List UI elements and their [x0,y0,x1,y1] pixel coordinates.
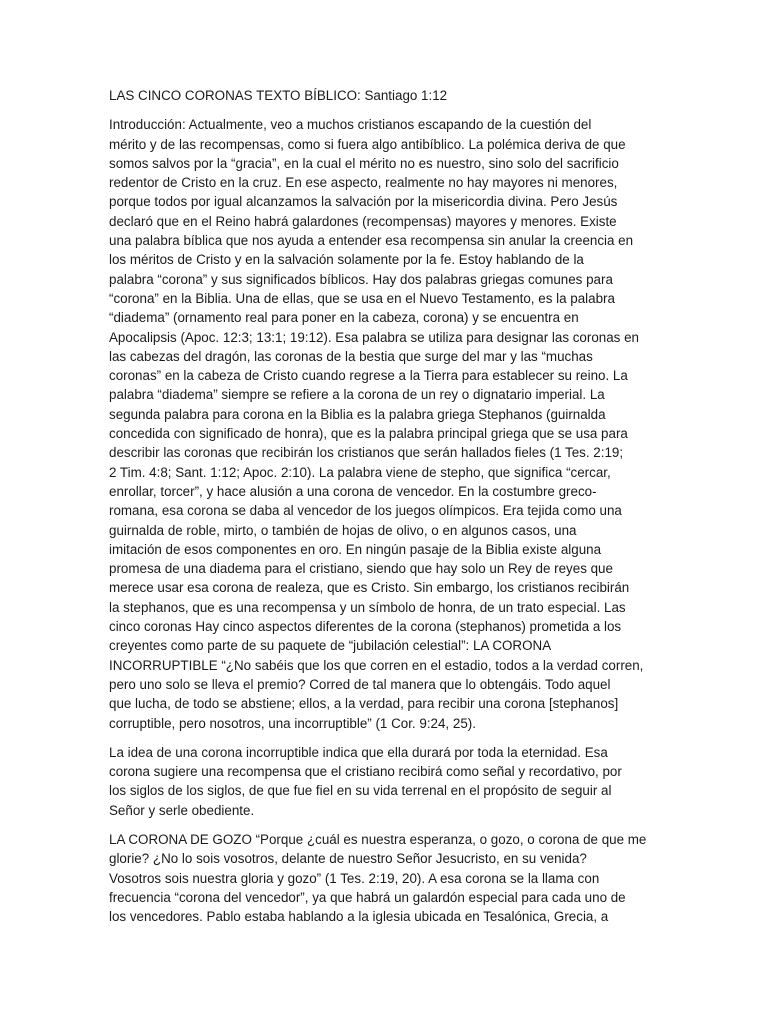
document-body [109,86,657,936]
paragraph-line: merece usar esa corona de realeza, que es Cristo. Sin embargo, los cristianos recibirán [109,580,630,596]
paragraph-line: corruptible, pero nosotros, una incorruptible” (1 Cor. 9:24, 25). [109,715,476,731]
paragraph-line: segunda palabra para corona en la Biblia es la palabra griega Stephanos (guirnalda [109,406,606,422]
paragraph-line: 2 Tim. 4:8; Sant. 1:12; Apoc. 2:10). La palabra viene de stepho, que significa “cercar, [109,464,611,480]
paragraph-line: corona sugiere una recompensa que el cristiano recibirá como señal y recordativo, por [109,764,622,780]
paragraph-line: imitación de esos componentes en oro. En ningún pasaje de la Biblia existe alguna [109,541,602,557]
paragraph-line: somos salvos por la “gracia”, en la cual el mérito no es nuestro, sino solo del sacrificio [109,155,619,171]
paragraph-line: Apocalipsis (Apoc. 12:3; 13:1; 19:12). Esa palabra se utiliza para designar las coronas en [109,329,639,345]
paragraph-line: Introducción: Actualmente, veo a muchos cristianos escapando de la cuestión del [109,117,592,133]
paragraph-line: la stephanos, que es una recompensa y un símbolo de honra, de un trato especial. Las [109,599,626,615]
paragraph-line: las cabezas del dragón, las coronas de la bestia que surge del mar y las “muchas [109,348,593,364]
paragraph-line: una palabra bíblica que nos ayuda a entender esa recompensa sin anular la creencia en [109,233,634,249]
paragraph-line: coronas” en la cabeza de Cristo cuando regrese a la Tierra para establecer su reino. La [109,368,628,384]
paragraph-line: promesa de una diadema para el cristiano, siendo que hay solo un Rey de reyes que [109,561,613,577]
paragraph-corona-de-gozo [109,830,657,926]
paragraph-line: Señor y serle obediente. [109,802,255,818]
paragraph-line: glorie? ¿No lo sois vosotros, delante de nuestro Señor Jesucristo, en su venida? [109,851,587,867]
paragraph-line: palabra “diadema” siempre se refiere a la corona de un rey o dignatario imperial. La [109,387,605,403]
paragraph-line: los siglos de los siglos, de que fue fiel en su vida terrenal en el propósito de seguir al [109,783,612,799]
paragraph-line: enrollar, torcer”, y hace alusión a una corona de vencedor. En la costumbre greco- [109,483,597,499]
paragraph-line: LA CORONA DE GOZO “Porque ¿cuál es nuestra esperanza, o gozo, o corona de que me [109,831,647,847]
paragraph-line: creyentes como parte de su paquete de “jubilación celestial”: LA CORONA [109,638,552,654]
paragraph-corona-incorruptible [109,743,657,820]
paragraph-line: declaró que en el Reino habrá galardones (recompensas) mayores y menores. Existe [109,213,617,229]
paragraph-line: guirnalda de roble, mirto, o también de hojas de olivo, o en algunos casos, una [109,522,577,538]
paragraph-introduccion [109,115,657,733]
paragraph-line: palabra “corona” y sus significados bíblicos. Hay dos palabras griegas comunes para [109,271,613,287]
paragraph-line: pero uno solo se lleva el premio? Corred de tal manera que lo obtengáis. Todo aquel [109,676,611,692]
paragraph-line: Vosotros sois nuestra gloria y gozo” (1 Tes. 2:19, 20). A esa corona se la llama con [109,870,600,886]
document-title: LAS CINCO CORONAS TEXTO BÍBLICO: Santiago 1:12 [109,88,448,103]
paragraph-line: describir las coronas que recibirán los cristianos que serán hallados fieles (1 Tes. 2:19; [109,445,624,461]
paragraph-line: frecuencia “corona del vencedor”, ya que habrá un galardón especial para cada uno de [109,889,626,905]
paragraph-line: redentor de Cristo en la cruz. En ese aspecto, realmente no hay mayores ni menores, [109,175,618,191]
paragraph-line: porque todos por igual alcanzamos la salvación por la misericordia divina. Pero Jesús [109,194,618,210]
paragraph-line: La idea de una corona incorruptible indica que ella durará por toda la eternidad. Esa [109,744,608,760]
paragraph-line: los méritos de Cristo y en la salvación solamente por la fe. Estoy hablando de la [109,252,584,268]
paragraph-line: “corona” en la Biblia. Una de ellas, que se usa en el Nuevo Testamento, es la palabra [109,290,615,306]
paragraph-line: los vencedores. Pablo estaba hablando a la iglesia ubicada en Tesalónica, Grecia, a [109,909,609,925]
paragraph-line: concedida con significado de honra), que es la palabra principal griega que se usa para [109,426,628,442]
paragraph-line: cinco coronas Hay cinco aspectos diferentes de la corona (stephanos) prometida a los [109,619,622,635]
paragraph-line: “diadema” (ornamento real para poner en la cabeza, corona) y se encuentra en [109,310,579,326]
paragraph-line: INCORRUPTIBLE “¿No sabéis que los que corren en el estadio, todos a la verdad corren, [109,657,644,673]
paragraph-line: mérito y de las recompensas, como si fuera algo antibíblico. La polémica deriva de que [109,136,626,152]
paragraph-line: romana, esa corona se daba al vencedor de los juegos olímpicos. Era tejida como una [109,503,622,519]
paragraph-line: que lucha, de todo se abstiene; ellos, a la verdad, para recibir una corona [stephanos] [109,696,619,712]
